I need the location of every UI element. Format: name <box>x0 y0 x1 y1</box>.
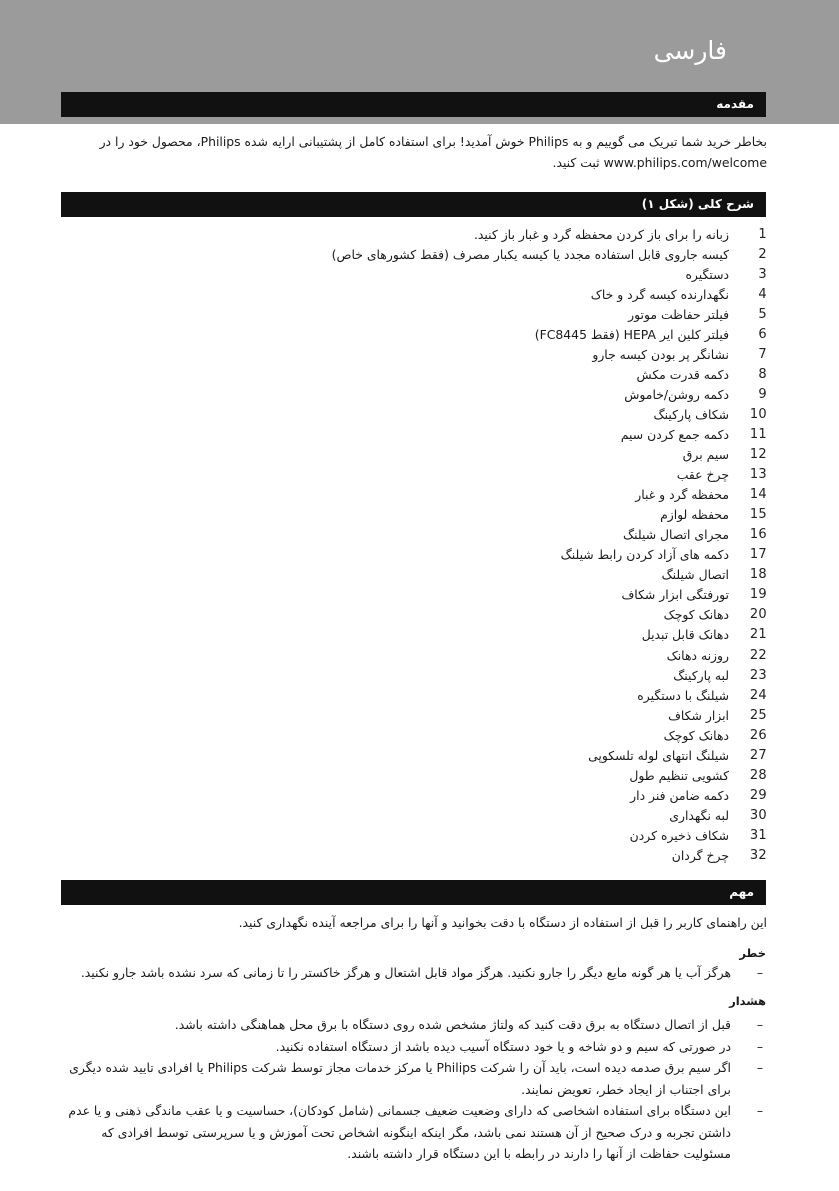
part-number: 28 <box>749 767 767 783</box>
section-bar-intro <box>61 92 766 117</box>
part-number: 31 <box>749 827 767 843</box>
part-label: لبه نگهداری <box>669 807 729 823</box>
list-item <box>61 485 767 505</box>
part-number: 30 <box>749 807 767 823</box>
list-item <box>61 505 767 525</box>
list-item <box>61 1014 767 1036</box>
section-title-intro: مقدمه <box>716 97 754 111</box>
list-item <box>61 805 767 825</box>
bullet-text: قبل از اتصال دستگاه به برق دقت کنید که ولتاژ مشخص شده روی دستگاه با برق محل هماهنگی داشته باشد. <box>174 1017 731 1032</box>
list-item <box>61 962 767 984</box>
section-bar-important <box>61 880 766 905</box>
list-item <box>61 384 767 404</box>
list-item <box>61 845 767 865</box>
part-number: 24 <box>749 687 767 703</box>
part-label: فیلتر حفاظت موتور <box>628 306 729 322</box>
part-number: 6 <box>758 326 767 342</box>
bullet-text: در صورتی که سیم و دو شاخه و یا خود دستگاه آسیب دیده باشد از دستگاه استفاده نکنید. <box>275 1038 731 1054</box>
part-number: 10 <box>749 406 767 422</box>
bullet-text: اگر سیم برق صدمه دیده است، باید آن را شرکت Philips یا مرکز خدمات مجاز توسط شرکت Philips یا افرادی تایید شده دیگری برای اجتناب از ایجاد خطر، تعویض نمایند. <box>69 1060 731 1097</box>
part-number: 20 <box>749 607 767 623</box>
part-label: دکمه های آزاد کردن رابط شیلنگ <box>560 547 729 563</box>
part-label: محفظه گرد و غبار <box>635 487 729 503</box>
bullet-dash: – <box>756 1103 764 1118</box>
list-item <box>61 344 767 364</box>
part-label: دکمه جمع کردن سیم <box>620 426 729 442</box>
part-number: 14 <box>749 487 767 503</box>
part-number: 12 <box>749 447 767 463</box>
list-item <box>61 545 767 565</box>
part-number: 32 <box>749 847 767 863</box>
part-number: 13 <box>749 467 767 483</box>
part-label: نشانگر پر بودن کیسه جارو <box>592 346 729 362</box>
important-intro <box>61 912 767 933</box>
bullet-dash: – <box>756 965 764 980</box>
list-item <box>61 645 767 665</box>
list-item <box>61 1057 767 1100</box>
part-label: دکمه ضامن فنر دار <box>630 787 729 803</box>
part-label: دهانک کوچک <box>663 727 729 743</box>
part-label: چرخ گردان <box>671 847 729 863</box>
part-number: 4 <box>758 286 767 302</box>
part-number: 8 <box>758 366 767 382</box>
part-label: فیلتر کلین ایر HEPA (فقط FC8445) <box>534 326 729 342</box>
bullet-dash: – <box>756 1038 764 1054</box>
list-item <box>61 324 767 344</box>
part-label: دکمه روشن/خاموش <box>624 386 729 402</box>
list-item <box>61 1036 767 1058</box>
part-label: دهانک قابل تبدیل <box>641 627 729 643</box>
part-number: 3 <box>758 266 767 282</box>
list-item <box>61 1100 767 1165</box>
list-item <box>61 605 767 625</box>
part-label: نگهدارنده کیسه گرد و خاک <box>590 286 729 302</box>
important-intro-text: این راهنمای کاربر را قبل از استفاده از دستگاه با دقت بخوانید و آنها را برای مراجعه آینده نگهداری کنید. <box>238 915 767 930</box>
danger-heading: خطر <box>739 946 766 960</box>
part-label: شیلنگ انتهای لوله تلسکوپی <box>588 747 729 763</box>
intro-line-2: www.philips.com/welcome ثبت کنید. <box>552 155 767 170</box>
part-label: تورفتگی ابزار شکاف <box>621 587 729 603</box>
part-label: روزنه دهانک <box>666 647 729 663</box>
part-label: سیم برق <box>682 447 729 463</box>
list-item <box>61 665 767 685</box>
list-item <box>61 745 767 765</box>
intro-line-1: بخاطر خرید شما تبریک می گوییم و به Philips خوش آمدید! برای استفاده کامل از پشتیبانی ارایه شده Philips، محصول خود را در <box>99 134 767 149</box>
section-bar-description <box>61 192 766 217</box>
bullet-dash: – <box>756 1060 764 1075</box>
part-label: شکاف پارکینگ <box>653 406 729 422</box>
list-item <box>61 785 767 805</box>
part-number: 16 <box>749 527 767 543</box>
part-number: 23 <box>749 667 767 683</box>
part-number: 27 <box>749 747 767 763</box>
part-number: 1 <box>758 226 767 242</box>
list-item <box>61 264 767 284</box>
part-label: اتصال شیلنگ <box>661 567 729 583</box>
part-number: 7 <box>758 346 767 362</box>
part-number: 22 <box>749 647 767 663</box>
part-number: 5 <box>758 306 767 322</box>
list-item <box>61 765 767 785</box>
part-number: 26 <box>749 727 767 743</box>
part-number: 29 <box>749 787 767 803</box>
part-number: 11 <box>749 426 767 442</box>
warning-heading: هشدار <box>729 994 766 1008</box>
part-number: 18 <box>749 567 767 583</box>
list-item <box>61 424 767 444</box>
list-item <box>61 244 767 264</box>
part-number: 19 <box>749 587 767 603</box>
part-label: کشویی تنظیم طول <box>629 767 729 783</box>
bullet-dash: – <box>756 1017 764 1032</box>
part-number: 17 <box>749 547 767 563</box>
part-label: شیلنگ با دستگیره <box>637 687 729 703</box>
part-number: 21 <box>749 627 767 643</box>
section-title-important: مهم <box>729 885 754 899</box>
part-label: کیسه جاروی قابل استفاده مجدد یا کیسه یکبار مصرف (فقط کشورهای خاص) <box>331 246 729 262</box>
list-item <box>61 705 767 725</box>
part-label: لبه پارکینگ <box>673 667 729 683</box>
part-number: 25 <box>749 707 767 723</box>
part-number: 2 <box>758 246 767 262</box>
intro-paragraph <box>61 131 767 173</box>
part-number: 15 <box>749 507 767 523</box>
list-item <box>61 404 767 424</box>
bullet-text: هرگز آب یا هر گونه مایع دیگر را جارو نکنید. هرگز مواد قابل اشتعال و هرگز خاکستر را تا زمانی که سرد نشده باشد جارو نکنید. <box>80 965 731 980</box>
list-item <box>61 364 767 384</box>
language-title: فارسی <box>653 36 727 65</box>
part-label: زبانه را برای باز کردن محفظه گرد و غبار باز کنید. <box>473 226 729 242</box>
part-label: چرخ عقب <box>676 467 729 483</box>
list-item <box>61 825 767 845</box>
danger-list <box>61 962 767 984</box>
list-item <box>61 565 767 585</box>
parts-list <box>61 224 767 866</box>
list-item <box>61 224 767 244</box>
bullet-text: این دستگاه برای استفاده اشخاصی که دارای وضعیت ضعیف جسمانی (شامل کودکان)، حساسیت و یا عقب ماندگی ذهنی و یا عدم داشتن تجربه و درک صحیح از آن هستند نمی باشد، مگر اینکه اینگونه اشخاص تحت آموزش و یا سرپرستی توسط افرادی که مسئولیت حفاظت از آنها را دارند در رابطه با این دستگاه قرار داشته باشند. <box>68 1103 731 1161</box>
section-title-description: شرح کلی (شکل ۱) <box>641 197 754 211</box>
list-item <box>61 585 767 605</box>
part-number: 9 <box>758 386 767 402</box>
list-item <box>61 284 767 304</box>
list-item <box>61 525 767 545</box>
part-label: محفظه لوازم <box>660 507 729 523</box>
warning-list <box>61 1014 767 1165</box>
part-label: مجرای اتصال شیلنگ <box>623 527 729 543</box>
list-item <box>61 685 767 705</box>
part-label: ابزار شکاف <box>668 707 729 723</box>
list-item <box>61 465 767 485</box>
list-item <box>61 445 767 465</box>
list-item <box>61 725 767 745</box>
list-item <box>61 304 767 324</box>
part-label: دستگیره <box>685 266 729 282</box>
part-label: دهانک کوچک <box>663 607 729 623</box>
part-label: شکاف ذخیره کردن <box>629 827 729 843</box>
part-label: دکمه قدرت مکش <box>636 366 729 382</box>
list-item <box>61 625 767 645</box>
